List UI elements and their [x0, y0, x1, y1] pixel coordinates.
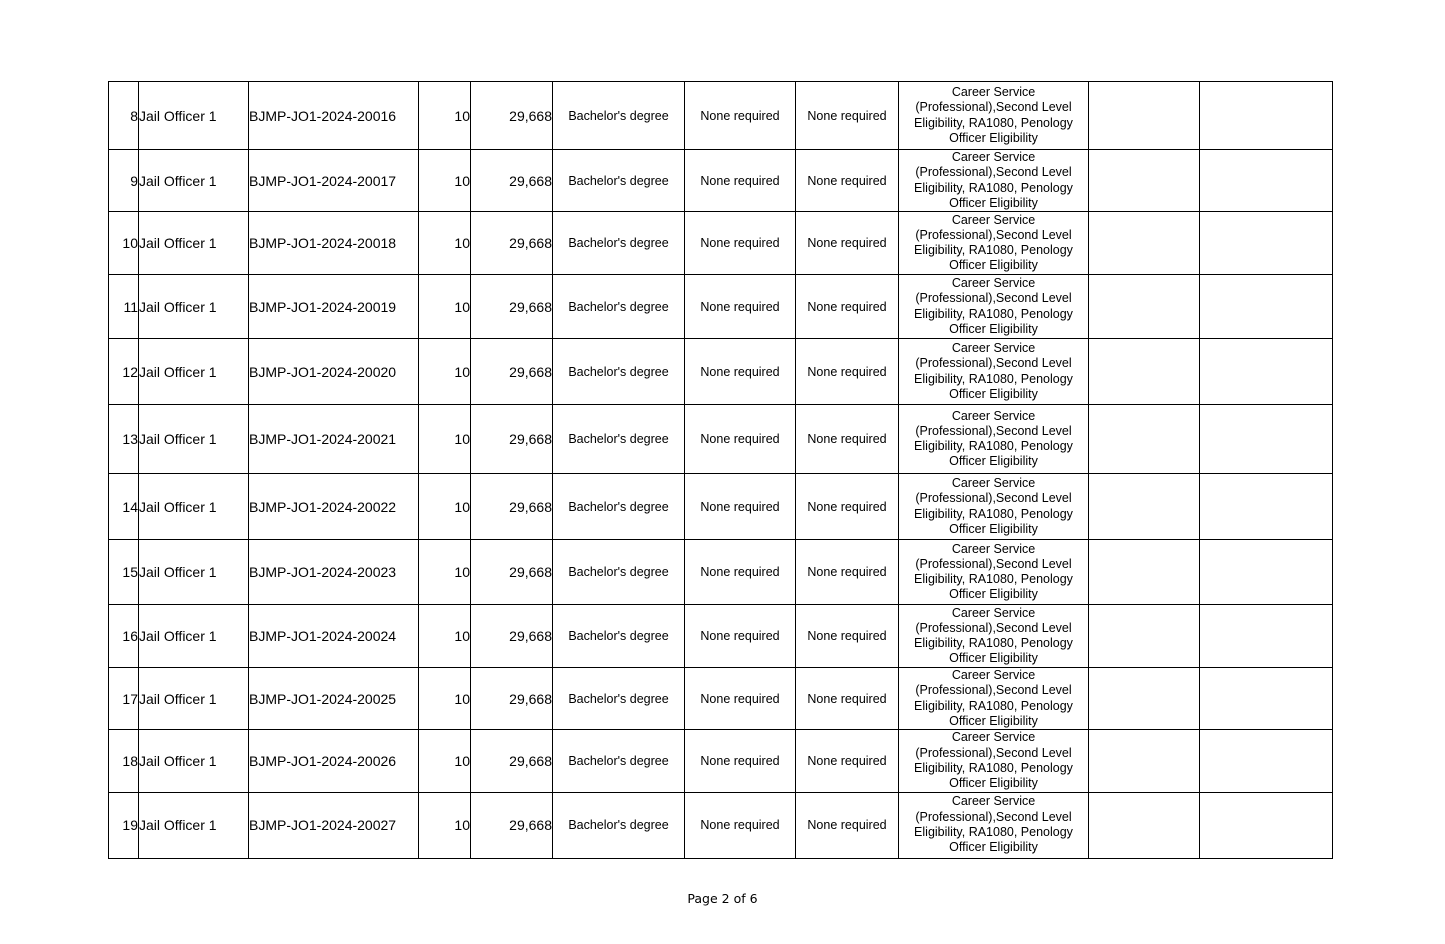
empty-cell-competency — [1089, 405, 1200, 474]
monthly-salary: 29,668 — [471, 792, 553, 858]
salary-grade: 10 — [419, 474, 471, 540]
salary-grade: 10 — [419, 339, 471, 405]
empty-cell-competency — [1089, 275, 1200, 339]
empty-cell-assignment — [1200, 212, 1333, 275]
table-row — [109, 405, 1333, 474]
empty-cell-competency — [1089, 668, 1200, 730]
plantilla-item-code: BJMP-JO1-2024-20020 — [249, 339, 419, 405]
table-row — [109, 730, 1333, 792]
eligibility-requirement: Career Service (Professional),Second Level Eligibility, RA1080, Penology Officer Eligibility — [899, 212, 1089, 275]
eligibility-requirement: Career Service (Professional),Second Level Eligibility, RA1080, Penology Officer Eligibility — [899, 540, 1089, 605]
salary-grade: 10 — [419, 540, 471, 605]
monthly-salary: 29,668 — [471, 605, 553, 668]
empty-cell-assignment — [1200, 405, 1333, 474]
salary-grade: 10 — [419, 150, 471, 212]
empty-cell-assignment — [1200, 150, 1333, 212]
empty-cell-competency — [1089, 540, 1200, 605]
item-number: 9 — [109, 150, 139, 212]
item-number: 12 — [109, 339, 139, 405]
training-requirement: None required — [685, 212, 796, 275]
eligibility-requirement: Career Service (Professional),Second Level Eligibility, RA1080, Penology Officer Eligibility — [899, 730, 1089, 792]
monthly-salary: 29,668 — [471, 150, 553, 212]
table-row — [109, 275, 1333, 339]
table-row — [109, 540, 1333, 605]
experience-requirement: None required — [796, 405, 899, 474]
item-number: 10 — [109, 212, 139, 275]
education-requirement: Bachelor's degree — [553, 212, 685, 275]
experience-requirement: None required — [796, 605, 899, 668]
empty-cell-assignment — [1200, 339, 1333, 405]
plantilla-item-code: BJMP-JO1-2024-20025 — [249, 668, 419, 730]
experience-requirement: None required — [796, 668, 899, 730]
education-requirement: Bachelor's degree — [553, 150, 685, 212]
table-row — [109, 82, 1333, 150]
training-requirement: None required — [685, 405, 796, 474]
education-requirement: Bachelor's degree — [553, 82, 685, 150]
education-requirement: Bachelor's degree — [553, 792, 685, 858]
training-requirement: None required — [685, 730, 796, 792]
position-title: Jail Officer 1 — [139, 540, 249, 605]
table-body — [109, 82, 1333, 859]
monthly-salary: 29,668 — [471, 540, 553, 605]
experience-requirement: None required — [796, 339, 899, 405]
table-row — [109, 474, 1333, 540]
position-title: Jail Officer 1 — [139, 730, 249, 792]
eligibility-requirement: Career Service (Professional),Second Level Eligibility, RA1080, Penology Officer Eligibility — [899, 150, 1089, 212]
eligibility-requirement: Career Service (Professional),Second Level Eligibility, RA1080, Penology Officer Eligibility — [899, 605, 1089, 668]
eligibility-requirement: Career Service (Professional),Second Level Eligibility, RA1080, Penology Officer Eligibility — [899, 339, 1089, 405]
eligibility-requirement: Career Service (Professional),Second Level Eligibility, RA1080, Penology Officer Eligibility — [899, 792, 1089, 858]
eligibility-requirement: Career Service (Professional),Second Level Eligibility, RA1080, Penology Officer Eligibility — [899, 668, 1089, 730]
salary-grade: 10 — [419, 730, 471, 792]
salary-grade: 10 — [419, 82, 471, 150]
salary-grade: 10 — [419, 405, 471, 474]
empty-cell-assignment — [1200, 82, 1333, 150]
plantilla-item-code: BJMP-JO1-2024-20019 — [249, 275, 419, 339]
training-requirement: None required — [685, 150, 796, 212]
position-title: Jail Officer 1 — [139, 275, 249, 339]
experience-requirement: None required — [796, 150, 899, 212]
training-requirement: None required — [685, 339, 796, 405]
training-requirement: None required — [685, 792, 796, 858]
position-title: Jail Officer 1 — [139, 668, 249, 730]
experience-requirement: None required — [796, 82, 899, 150]
education-requirement: Bachelor's degree — [553, 605, 685, 668]
empty-cell-competency — [1089, 605, 1200, 668]
position-title: Jail Officer 1 — [139, 474, 249, 540]
education-requirement: Bachelor's degree — [553, 540, 685, 605]
position-title: Jail Officer 1 — [139, 339, 249, 405]
empty-cell-assignment — [1200, 474, 1333, 540]
empty-cell-assignment — [1200, 668, 1333, 730]
education-requirement: Bachelor's degree — [553, 339, 685, 405]
item-number: 15 — [109, 540, 139, 605]
item-number: 14 — [109, 474, 139, 540]
position-title: Jail Officer 1 — [139, 405, 249, 474]
training-requirement: None required — [685, 275, 796, 339]
eligibility-requirement: Career Service (Professional),Second Level Eligibility, RA1080, Penology Officer Eligibility — [899, 82, 1089, 150]
page-number: Page 2 of 6 — [687, 891, 758, 906]
salary-grade: 10 — [419, 605, 471, 668]
empty-cell-competency — [1089, 339, 1200, 405]
empty-cell-competency — [1089, 150, 1200, 212]
monthly-salary: 29,668 — [471, 730, 553, 792]
item-number: 11 — [109, 275, 139, 339]
table-row — [109, 212, 1333, 275]
plantilla-item-code: BJMP-JO1-2024-20026 — [249, 730, 419, 792]
experience-requirement: None required — [796, 275, 899, 339]
experience-requirement: None required — [796, 730, 899, 792]
empty-cell-competency — [1089, 82, 1200, 150]
position-title: Jail Officer 1 — [139, 212, 249, 275]
empty-cell-competency — [1089, 792, 1200, 858]
plantilla-item-code: BJMP-JO1-2024-20021 — [249, 405, 419, 474]
table-row — [109, 605, 1333, 668]
position-title: Jail Officer 1 — [139, 150, 249, 212]
table-row — [109, 339, 1333, 405]
eligibility-requirement: Career Service (Professional),Second Level Eligibility, RA1080, Penology Officer Eligibility — [899, 275, 1089, 339]
empty-cell-assignment — [1200, 605, 1333, 668]
salary-grade: 10 — [419, 275, 471, 339]
plantilla-item-code: BJMP-JO1-2024-20022 — [249, 474, 419, 540]
item-number: 17 — [109, 668, 139, 730]
monthly-salary: 29,668 — [471, 212, 553, 275]
empty-cell-competency — [1089, 474, 1200, 540]
experience-requirement: None required — [796, 474, 899, 540]
table-row — [109, 792, 1333, 858]
empty-cell-competency — [1089, 212, 1200, 275]
positions-table — [108, 81, 1333, 859]
training-requirement: None required — [685, 540, 796, 605]
item-number: 19 — [109, 792, 139, 858]
eligibility-requirement: Career Service (Professional),Second Level Eligibility, RA1080, Penology Officer Eligibility — [899, 405, 1089, 474]
training-requirement: None required — [685, 82, 796, 150]
training-requirement: None required — [685, 668, 796, 730]
training-requirement: None required — [685, 605, 796, 668]
monthly-salary: 29,668 — [471, 82, 553, 150]
plantilla-item-code: BJMP-JO1-2024-20024 — [249, 605, 419, 668]
salary-grade: 10 — [419, 212, 471, 275]
salary-grade: 10 — [419, 792, 471, 858]
item-number: 8 — [109, 82, 139, 150]
empty-cell-assignment — [1200, 540, 1333, 605]
table-row — [109, 150, 1333, 212]
education-requirement: Bachelor's degree — [553, 474, 685, 540]
monthly-salary: 29,668 — [471, 275, 553, 339]
training-requirement: None required — [685, 474, 796, 540]
plantilla-item-code: BJMP-JO1-2024-20027 — [249, 792, 419, 858]
salary-grade: 10 — [419, 668, 471, 730]
monthly-salary: 29,668 — [471, 474, 553, 540]
empty-cell-assignment — [1200, 275, 1333, 339]
position-title: Jail Officer 1 — [139, 82, 249, 150]
plantilla-item-code: BJMP-JO1-2024-20023 — [249, 540, 419, 605]
item-number: 13 — [109, 405, 139, 474]
item-number: 16 — [109, 605, 139, 668]
eligibility-requirement: Career Service (Professional),Second Level Eligibility, RA1080, Penology Officer Eligibility — [899, 474, 1089, 540]
position-title: Jail Officer 1 — [139, 605, 249, 668]
table-row — [109, 668, 1333, 730]
education-requirement: Bachelor's degree — [553, 405, 685, 474]
monthly-salary: 29,668 — [471, 405, 553, 474]
education-requirement: Bachelor's degree — [553, 730, 685, 792]
position-title: Jail Officer 1 — [139, 792, 249, 858]
item-number: 18 — [109, 730, 139, 792]
plantilla-item-code: BJMP-JO1-2024-20016 — [249, 82, 419, 150]
plantilla-item-code: BJMP-JO1-2024-20017 — [249, 150, 419, 212]
education-requirement: Bachelor's degree — [553, 668, 685, 730]
monthly-salary: 29,668 — [471, 339, 553, 405]
empty-cell-assignment — [1200, 730, 1333, 792]
empty-cell-competency — [1089, 730, 1200, 792]
monthly-salary: 29,668 — [471, 668, 553, 730]
empty-cell-assignment — [1200, 792, 1333, 858]
plantilla-item-code: BJMP-JO1-2024-20018 — [249, 212, 419, 275]
experience-requirement: None required — [796, 212, 899, 275]
experience-requirement: None required — [796, 540, 899, 605]
education-requirement: Bachelor's degree — [553, 275, 685, 339]
experience-requirement: None required — [796, 792, 899, 858]
